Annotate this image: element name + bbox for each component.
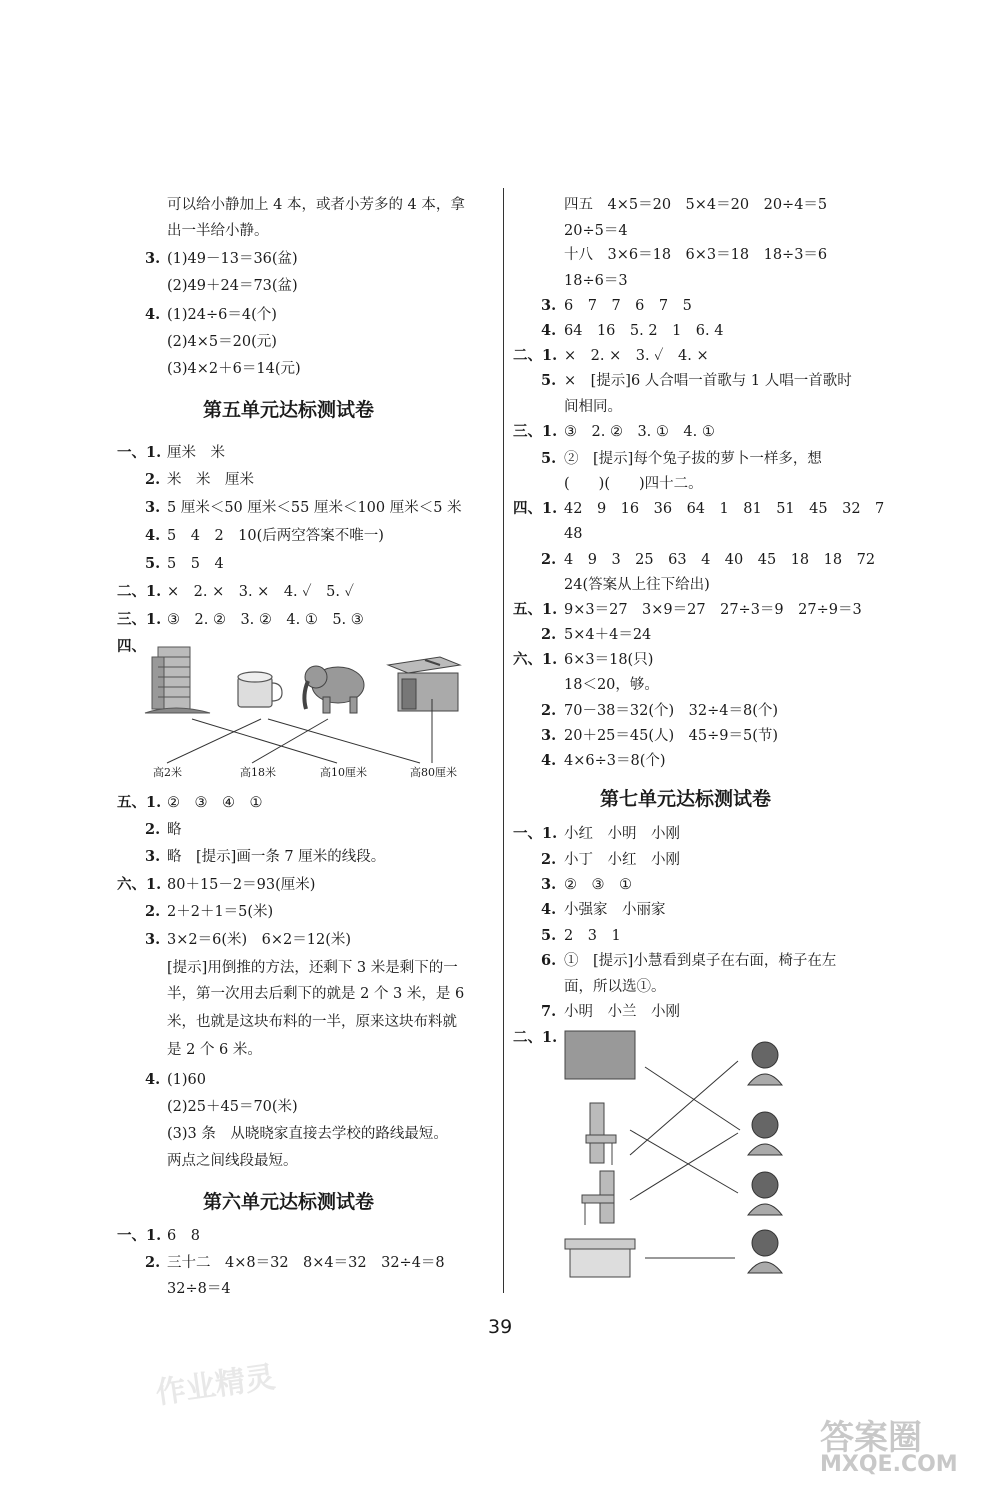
answer-line: (1)60	[167, 1072, 206, 1088]
height-label: 高80厘米	[410, 766, 457, 779]
answer-line: 米 米 厘米	[167, 472, 254, 488]
elephant-icon	[304, 666, 364, 713]
answer-line: ③ 2. ② 3. ① 4. ①	[564, 424, 715, 440]
height-label: 高2米	[153, 766, 182, 779]
answer-line: 出一半给小静。	[167, 223, 269, 239]
answer-line: 三十二 4×8＝32 8×4＝32 32÷4＝8	[167, 1255, 445, 1271]
matching-lines	[630, 1061, 740, 1258]
item-number: 3.	[145, 931, 161, 948]
item-number: 一、1.	[513, 825, 558, 842]
item-number: 5.	[541, 927, 557, 944]
item-number: 2.	[541, 551, 557, 568]
answer-line: 4×6÷3＝8(个)	[564, 753, 666, 769]
table-top-view-icon	[565, 1031, 635, 1079]
item-number: 5.	[541, 450, 557, 467]
item-number: 2.	[541, 702, 557, 719]
answer-line: ② ③ ④ ①	[167, 795, 263, 811]
item-number: 5.	[541, 372, 557, 389]
answer-line: ③ 2. ② 3. ② 4. ① 5. ③	[167, 612, 364, 628]
answer-line: 5 4 2 10(后两空答案不唯一)	[167, 528, 384, 544]
watermark-corner-logo: 答案圈	[820, 1418, 922, 1458]
answer-line: 2 3 1	[564, 928, 621, 944]
item-number: 二、1.	[513, 1029, 558, 1046]
column-divider	[503, 188, 504, 1293]
answer-line: 20÷5＝4	[564, 223, 628, 239]
section-title-unit7: 第七单元达标测试卷	[600, 788, 772, 810]
answer-line: 9×3＝27 3×9＝27 27÷3＝9 27÷9＝3	[564, 602, 862, 618]
item-number: 4.	[541, 901, 557, 918]
item-number: 4.	[145, 306, 161, 323]
building-icon	[145, 647, 210, 713]
item-number: 3.	[145, 848, 161, 865]
answer-line: × [提示]6 人合唱一首歌与 1 人唱一首歌时	[564, 373, 852, 389]
item-number: 六、1.	[513, 651, 558, 668]
item-number: 2.	[145, 821, 161, 838]
item-number: 3.	[145, 250, 161, 267]
answer-line: 18＜20，够。	[564, 677, 659, 693]
item-number: 3.	[541, 297, 557, 314]
desk-icon	[388, 657, 460, 711]
item-number: 3.	[541, 727, 557, 744]
answer-line: 80＋15－2＝93(厘米)	[167, 877, 316, 893]
answer-line: 32÷8＝4	[167, 1281, 231, 1297]
answer-line: 厘米 米	[167, 445, 225, 461]
answer-line: 小强家 小丽家	[564, 902, 666, 918]
answer-line: (3)4×2＋6＝14(元)	[167, 361, 301, 377]
answer-line: (2)25＋45＝70(米)	[167, 1099, 298, 1115]
item-number: 2.	[145, 1254, 161, 1271]
answer-line: 四五 4×5＝20 5×4＝20 20÷4＝5	[564, 197, 828, 213]
item-number: 五、1.	[513, 601, 558, 618]
item-number: 二、1.	[513, 347, 558, 364]
item-number: 2.	[541, 626, 557, 643]
answer-line: 2＋2＋1＝5(米)	[167, 904, 274, 920]
answer-line: × 2. × 3. × 4. ✓ 5. ✓	[167, 584, 354, 600]
item-number: 三、1.	[117, 611, 162, 628]
item-number: 一、1.	[117, 444, 162, 461]
view-matching-figure	[560, 1025, 800, 1285]
item-number: 4.	[541, 752, 557, 769]
answer-line: 5×4＋4＝24	[564, 627, 652, 643]
item-number: 四、	[117, 638, 146, 655]
answer-line: ② [提示]每个兔子拔的萝卜一样多，想	[564, 451, 822, 467]
height-label: 高18米	[240, 766, 276, 779]
matching-lines	[167, 699, 432, 763]
answer-line: ① [提示]小慧看到桌子在右面，椅子在左	[564, 953, 837, 969]
chair-side-icon-2	[582, 1171, 614, 1225]
answer-line: (1)49－13＝36(盆)	[167, 251, 298, 267]
answer-line: 米，也就是这块布料的一半，原来这块布料就	[167, 1014, 457, 1030]
item-number: 2.	[145, 903, 161, 920]
answer-line: ② ③ ①	[564, 877, 632, 893]
answer-line: 半，第一次用去后剩下的就是 2 个 3 米，是 6	[167, 986, 465, 1002]
answer-line: 十八 3×6＝18 6×3＝18 18÷3＝6	[564, 247, 828, 263]
chair-side-icon	[586, 1103, 616, 1165]
answer-line: 小丁 小红 小刚	[564, 852, 680, 868]
answer-line: 略 [提示]画一条 7 厘米的线段。	[167, 849, 386, 865]
answer-line: 42 9 16 36 64 1 81 51 45 32 7	[564, 501, 885, 517]
item-number: 三、1.	[513, 423, 558, 440]
item-number: 4.	[145, 1071, 161, 1088]
answer-line: (1)24÷6＝4(个)	[167, 307, 277, 323]
answer-line: 3×2＝6(米) 6×2＝12(米)	[167, 932, 352, 948]
child-icon	[748, 1042, 782, 1273]
answer-line: 面，所以选①。	[564, 979, 666, 995]
cup-icon	[238, 672, 282, 707]
answer-line: 两点之间线段最短。	[167, 1153, 298, 1169]
item-number: 四、1.	[513, 500, 558, 517]
answer-line: 18÷6＝3	[564, 273, 628, 289]
answer-line: ( )( )四十二。	[564, 476, 703, 492]
answer-line: 4 9 3 25 63 4 40 45 18 18 72	[564, 552, 876, 568]
answer-line: 间相同。	[564, 399, 622, 415]
item-number: 3.	[145, 499, 161, 516]
item-number: 2.	[541, 851, 557, 868]
answer-line: 小明 小兰 小刚	[564, 1004, 680, 1020]
answer-line: 70－38＝32(个) 32÷4＝8(个)	[564, 703, 779, 719]
answer-line: 可以给小静加上 4 本，或者小芳多的 4 本，拿	[167, 197, 465, 213]
answer-line: (3)3 条 从晓晓家直接去学校的路线最短。	[167, 1126, 448, 1142]
answer-line: × 2. × 3. ✓ 4. ×	[564, 348, 709, 364]
item-number: 5.	[145, 555, 161, 572]
item-number: 4.	[145, 527, 161, 544]
watermark-logo: 作业精灵	[153, 1359, 278, 1412]
item-number: 3.	[541, 876, 557, 893]
answer-line: 64 16 5. 2 1 6. 4	[564, 323, 724, 339]
table-front-view-icon	[565, 1239, 635, 1277]
answer-line: 6 8	[167, 1228, 200, 1244]
item-number: 一、1.	[117, 1227, 162, 1244]
item-number: 六、1.	[117, 876, 162, 893]
answer-line: 小红 小明 小刚	[564, 826, 680, 842]
answer-line: 24(答案从上往下给出)	[564, 577, 710, 593]
answer-line: [提示]用倒推的方法，还剩下 3 米是剩下的一	[167, 960, 458, 976]
answer-line: 20＋25＝45(人) 45÷9＝5(节)	[564, 728, 779, 744]
section-title-unit5: 第五单元达标测试卷	[203, 399, 375, 421]
item-number: 五、1.	[117, 794, 162, 811]
answer-line: 6×3＝18(只)	[564, 652, 654, 668]
item-number: 2.	[145, 471, 161, 488]
answer-line: 5 厘米＜50 厘米＜55 厘米＜100 厘米＜5 米	[167, 500, 462, 516]
answer-line: 48	[564, 526, 583, 542]
page-number: 39	[488, 1316, 513, 1338]
item-number: 6.	[541, 952, 557, 969]
answer-line: 略	[167, 822, 182, 838]
answer-line: 6 7 7 6 7 5	[564, 298, 692, 314]
answer-line: (2)4×5＝20(元)	[167, 334, 277, 350]
height-label: 高10厘米	[320, 766, 367, 779]
height-matching-figure	[140, 635, 490, 785]
section-title-unit6: 第六单元达标测试卷	[203, 1191, 375, 1213]
answer-line: (2)49＋24＝73(盆)	[167, 278, 298, 294]
item-number: 二、1.	[117, 583, 162, 600]
item-number: 7.	[541, 1003, 557, 1020]
answer-line: 5 5 4	[167, 556, 224, 572]
item-number: 4.	[541, 322, 557, 339]
answer-line: 是 2 个 6 米。	[167, 1042, 262, 1058]
watermark-corner-url: MXQE.COM	[820, 1452, 958, 1477]
